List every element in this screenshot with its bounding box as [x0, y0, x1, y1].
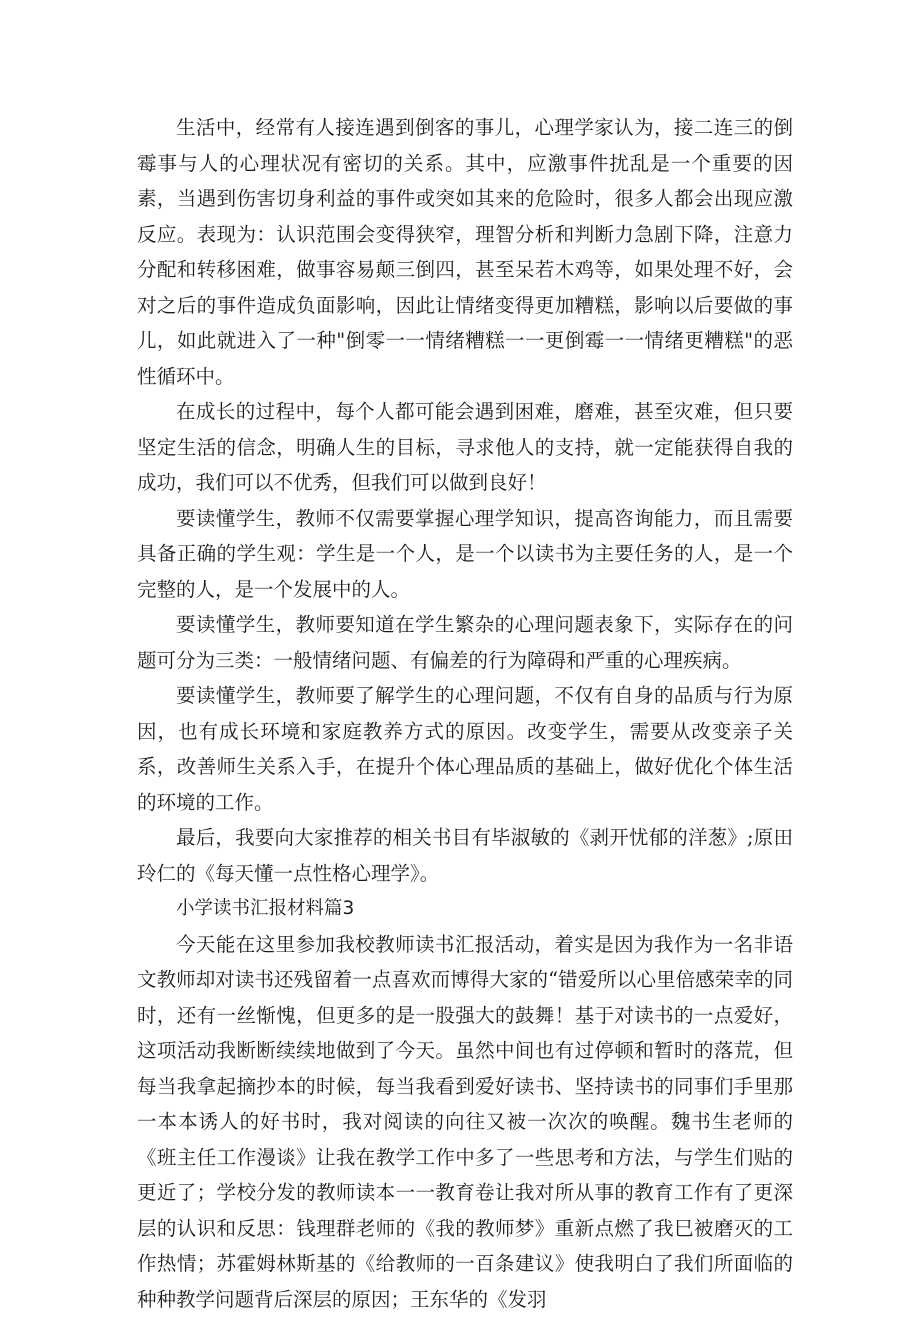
paragraph-growth: 在成长的过程中，每个人都可能会遇到困难，磨难，甚至灾难，但只要坚定生活的信念，明确人生的目标，寻求他人的支持，就一定能获得自我的成功，我们可以不优秀，但我们可以做到良好！ [137, 394, 793, 501]
paragraph-book-recommendations: 最后，我要向大家推荐的相关书目有毕淑敏的《剥开忧郁的洋葱》;原田玲仁的《每天懂一点性格心理学》。 [137, 820, 793, 891]
section-heading: 小学读书汇报材料篇3 [137, 891, 793, 927]
paragraph-reading-report: 今天能在这里参加我校教师读书汇报活动，着实是因为我作为一名非语文教师却对读书还残留着一点喜欢而博得大家的“错爱所以心里倍感荣幸的同时，还有一丝惭愧，但更多的是一股强大的鼓舞！基于对读书的一点爱好，这项活动我断断续续地做到了今天。虽然中间也有过停顿和暂时的落荒，但每当我拿起摘抄本的时候，每当我看到爱好读书、坚持读书的同事们手里那一本本诱人的好书时，我对阅读的向往又被一次次的唤醒。魏书生老师的《班主任工作漫谈》让我在教学工作中多了一些思考和方法，与学生们贴的更近了；学校分发的教师读本一一教育卷让我对所从事的教育工作有了更深层的认识和反思：钱理群老师的《我的教师梦》重新点燃了我巳被磨灭的工作热情；苏霍姆林斯基的《给教师的一百条建议》使我明白了我们所面临的种种教学问题背后深层的原因；王东华的《发羽 [137, 927, 793, 1317]
paragraph-stress-events: 生活中，经常有人接连遇到倒客的事儿，心理学家认为，接二连三的倒霉事与人的心理状况有密切的关系。其中，应激事件扰乱是一个重要的因素，当遇到伤害切身利益的事件或突如其来的危险时，很多人都会出现应激反应。表现为：认识范围会变得狭窄，理智分析和判断力急剧下降，注意力分配和转移困难，做事容易颠三倒四，甚至呆若木鸡等，如果处理不好，会对之后的事件造成负面影响，因此让情绪变得更加糟糕，影响以后要做的事儿，如此就进入了一种"倒零一一情绪糟糕一一更倒霉一一情绪更糟糕"的恶性循环中。 [137, 110, 793, 394]
paragraph-causes: 要读懂学生，教师要了解学生的心理问题，不仅有自身的品质与行为原因，也有成长环境和家庭教养方式的原因。改变学生，需要从改变亲子关系，改善师生关系入手，在提升个体心理品质的基础上，做好优化个体生活的环境的工作。 [137, 678, 793, 820]
paragraph-student-view: 要读懂学生，教师不仅需要掌握心理学知识，提高咨询能力，而且需要具备正确的学生观：学生是一个人，是一个以读书为主要任务的人，是一个完整的人，是一个发展中的人。 [137, 501, 793, 608]
document-body [137, 110, 793, 1317]
paragraph-problem-types: 要读懂学生，教师要知道在学生繁杂的心理问题表象下，实际存在的问题可分为三类：一般情绪问题、有偏差的行为障碍和严重的心理疾病。 [137, 607, 793, 678]
